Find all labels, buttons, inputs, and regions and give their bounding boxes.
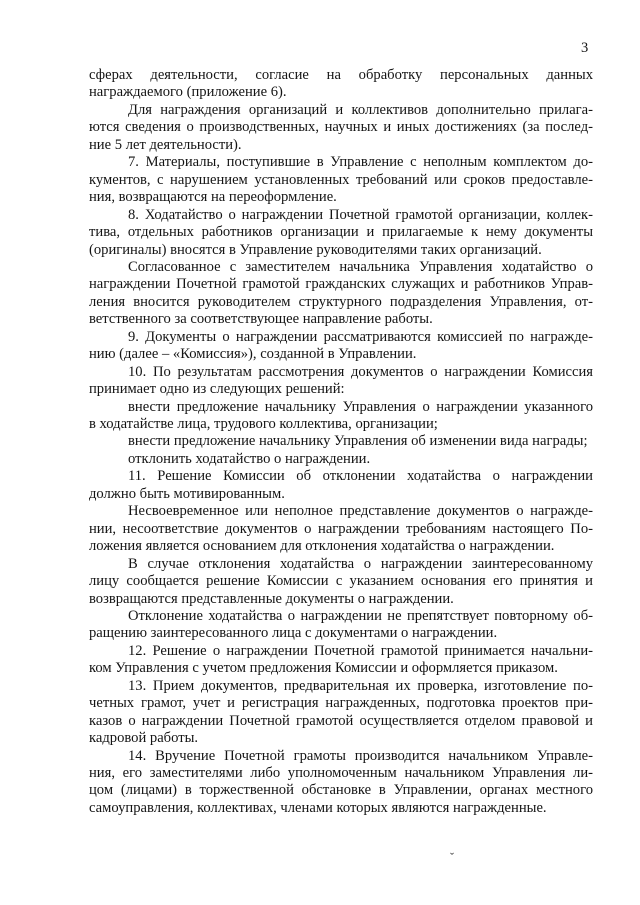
text-line: нии, несоответствие документов о награждении требованиям настоящего По- <box>89 520 593 537</box>
text-line: возвращаются представленные документы о награждении. <box>89 590 454 607</box>
text-line: ращению заинтересованного лица с документами о награждении. <box>89 625 498 642</box>
text-line: награждении Почетной грамотой гражданских служащих и работников Управ- <box>89 276 593 293</box>
text-line: ком Управления с учетом предложения Комиссии и оформляется приказом. <box>89 660 558 677</box>
text-line: нию (далее – «Комиссия»), созданной в Управлении. <box>89 346 417 363</box>
text-line: отклонить ходатайство о награждении. <box>128 450 371 467</box>
text-line: принимает одно из следующих решений: <box>89 381 345 398</box>
text-line: сферах деятельности, согласие на обработку персональных данных <box>89 67 593 83</box>
text-line: 10. По результатам рассмотрения документов о награждении Комиссия <box>128 363 593 380</box>
text-line: внести предложение начальнику Управления об изменении вида награды; <box>128 433 588 450</box>
text-line: (оригиналы) вносятся в Управление руководителями таких организаций. <box>89 241 542 258</box>
text-line: 12. Решение о награждении Почетной грамотой принимается начальни- <box>128 642 593 659</box>
text-line: четных грамот, учет и регистрация награжденных, подготовка проектов при- <box>89 695 593 712</box>
text-line: ния, его заместителями либо уполномоченным начальником Управления ли- <box>89 765 593 781</box>
text-line: тива, отдельных работников организации и прилагаемые к нему документы <box>89 224 593 241</box>
text-line: Несвоевременное или неполное представление документов о награжде- <box>128 503 593 520</box>
text-line: кадровой работы. <box>89 730 199 747</box>
text-line: 7. Материалы, поступившие в Управление с неполным комплектом до- <box>128 154 593 171</box>
text-line: награждаемого (приложение 6). <box>89 84 287 101</box>
page-number: 3 <box>581 40 589 56</box>
text-line: ветственного за соответствующее направление работы. <box>89 311 433 328</box>
text-line: самоуправления, коллективах, членами которых являются награжденные. <box>89 799 547 816</box>
text-line: ложения является основанием для отклонения ходатайства о награждении. <box>89 538 555 555</box>
text-line: Согласованное с заместителем начальника Управления ходатайство о <box>128 258 593 275</box>
text-line: 9. Документы о награждении рассматриваются комиссией по награжде- <box>128 328 593 345</box>
text-line: Для награждения организаций и коллективов дополнительно прилага- <box>128 101 593 118</box>
text-line: 8. Ходатайство о награждении Почетной грамотой организации, коллек- <box>128 206 593 223</box>
text-line: цом (лицами) в торжественной обстановке в Управлении, органах местного <box>89 782 593 799</box>
text-line: 14. Вручение Почетной грамоты производится начальником Управле- <box>128 747 593 764</box>
text-line: Отклонение ходатайства о награждении не препятствует повторному об- <box>128 607 593 624</box>
text-line: В случае отклонения ходатайства о награждении заинтересованному <box>128 555 593 572</box>
text-line: 11. Решение Комиссии об отклонении ходатайства о награждении <box>128 468 593 485</box>
text-line: ления вносится руководителем структурного подразделения Управления, от- <box>89 293 593 310</box>
text-line: лицу сообщается решение Комиссии с указанием основания его принятия и <box>89 573 593 590</box>
text-line: 13. Прием документов, предварительная их проверка, изготовление по- <box>128 677 593 694</box>
text-line: кументов, с нарушением установленных требований или сроков предоставле- <box>89 171 593 188</box>
text-line: ния, возвращаются на переоформление. <box>89 189 337 206</box>
text-line: в ходатайстве лица, трудового коллектива, организации; <box>89 416 438 432</box>
text-line: ние 5 лет деятельности). <box>89 136 242 153</box>
text-line: внести предложение начальнику Управления о награждении указанного <box>128 398 593 415</box>
text-line: должно быть мотивированным. <box>89 485 285 502</box>
text-line: казов о награждении Почетной грамотой осуществляется отделом правовой и <box>89 712 593 729</box>
text-line: ются сведения о производственных, научных и иных достижениях (за послед- <box>89 119 593 136</box>
scan-mark: ˇ <box>450 850 454 864</box>
